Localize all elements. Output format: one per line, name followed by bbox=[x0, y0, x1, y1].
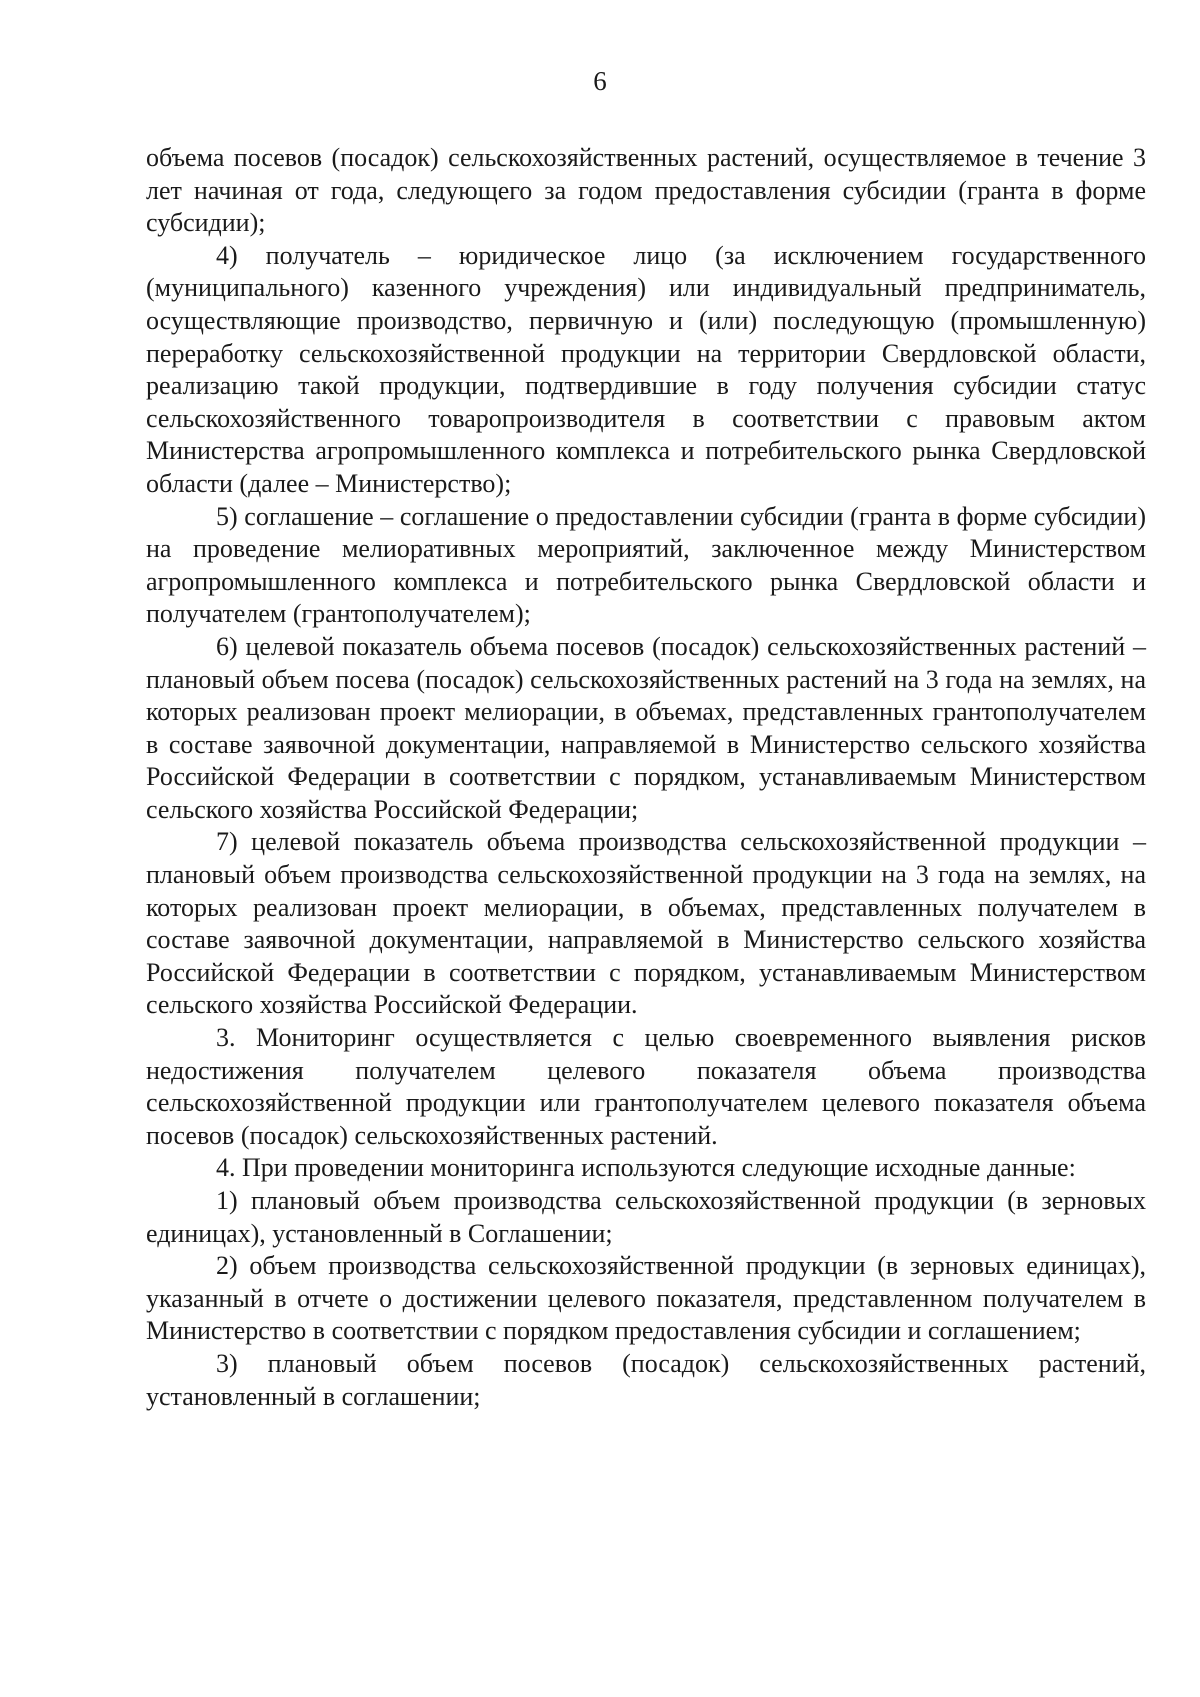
paragraph-section-4: 4. При проведении мониторинга используются следующие исходные данные: bbox=[216, 1153, 1076, 1183]
paragraph-item-5: 5) соглашение – соглашение о предоставлении субсидии (гранта в форме субсидии) на проведение мелиоративных мероприятий, заключенное между Министерством агропромышленного комплекса и потребительского рынка Свердловской области и получателем (грантополучателем); bbox=[146, 501, 1146, 629]
page-number: 6 bbox=[593, 66, 607, 96]
paragraph-data-item-1: 1) плановый объем производства сельскохозяйственной продукции (в зерновых единицах), установленный в Соглашении; bbox=[146, 1186, 1146, 1248]
paragraph-item-4: 4) получатель – юридическое лицо (за исключением государственного (муниципального) казенного учреждения) или индивидуальный предприниматель, осуществляющие производство, первичную и (или) последующую (промышленную) переработку сельскохозяйственной продукции на территории Свердловской области, реализацию такой продукции, подтвердившие в году получения субсидии статус сельскохозяйственного товаропроизводителя в соответствии с правовым актом Министерства агропромышленного комплекса и потребительского рынка Свердловской области (далее – Министерство); bbox=[146, 240, 1146, 498]
paragraph-section-3: 3. Мониторинг осуществляется с целью своевременного выявления рисков недостижения получателем целевого показателя объема производства сельскохозяйственной продукции или грантополучателем целевого показателя объема посевов (посадок) сельскохозяйственных растений. bbox=[146, 1023, 1146, 1150]
paragraph-item-6: 6) целевой показатель объема посевов (посадок) сельскохозяйственных растений – плановый объем посева (посадок) сельскохозяйственных растений на 3 года на землях, на которых реализован проект мелиорации, в объемах, представленных грантополучателем в составе заявочной документации, направляемой в Министерство сельского хозяйства Российской Федерации в соответствии с порядком, устанавливаемым Министерством сельского хозяйства Российской Федерации; bbox=[146, 631, 1146, 824]
paragraph-data-item-2: 2) объем производства сельскохозяйственной продукции (в зерновых единицах), указанный в отчете о достижении целевого показателя, представленном получателем в Министерство в соответствии с порядком предоставления субсидии и соглашением; bbox=[146, 1251, 1146, 1346]
document-body bbox=[146, 142, 1146, 1413]
paragraph-item-7: 7) целевой показатель объема производства сельскохозяйственной продукции – плановый объем производства сельскохозяйственной продукции на 3 года на землях, на которых реализован проект мелиорации, в объемах, представленных получателем в составе заявочной документации, направляемой в Министерство сельского хозяйства Российской Федерации в соответствии с порядком, устанавливаемым Министерством сельского хозяйства Российской Федерации. bbox=[146, 827, 1146, 1020]
paragraph-data-item-3: 3) плановый объем посевов (посадок) сельскохозяйственных растений, установленный в соглашении; bbox=[146, 1348, 1146, 1411]
paragraph-continuation: объема посевов (посадок) сельскохозяйственных растений, осуществляемое в течение 3 лет начиная от года, следующего за годом предоставления субсидии (гранта в форме субсидии); bbox=[146, 143, 1146, 238]
